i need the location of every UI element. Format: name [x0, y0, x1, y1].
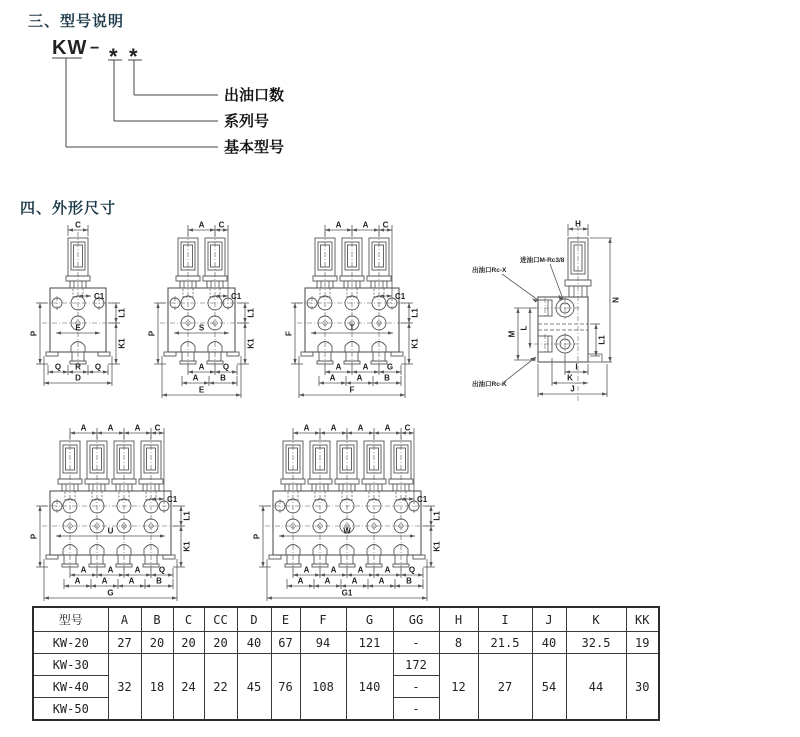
- dim-label: C1: [417, 495, 428, 504]
- dim-label: B: [220, 373, 226, 383]
- annotation-inlet: 进油口M-Rc3/8: [520, 257, 565, 264]
- col-header: F: [300, 607, 346, 632]
- dim-label: A: [329, 373, 336, 383]
- manifold-front-geometry: [30, 221, 127, 387]
- cell: 44: [566, 654, 626, 721]
- col-header: B: [141, 607, 173, 632]
- table-header-row: [33, 607, 659, 632]
- dim-label: L1: [597, 335, 607, 345]
- model-code-dash: −: [90, 40, 100, 57]
- dim-label: A: [362, 362, 369, 372]
- dim-label: A: [335, 362, 342, 372]
- table-row-kw30: [33, 654, 659, 676]
- dim-label: A: [362, 220, 369, 230]
- cell: 40: [532, 632, 566, 654]
- dim-label: C1: [395, 292, 406, 301]
- dim-label: C: [75, 220, 81, 230]
- cell: -: [393, 698, 439, 721]
- cell: 12: [439, 654, 478, 721]
- section-heading-model: 三、型号说明: [28, 13, 125, 30]
- model-code-diagram: [46, 34, 356, 169]
- dim-label: A: [107, 565, 114, 575]
- dim-label: A: [80, 423, 87, 433]
- callout-outlet-count: 出油口数: [224, 87, 285, 104]
- dim-label: A: [351, 576, 358, 586]
- col-header: K: [566, 607, 626, 632]
- manifold-front-geometry: [285, 221, 420, 399]
- cell: 32: [108, 654, 141, 721]
- dim-label: K: [567, 373, 573, 383]
- dim-label: H: [575, 219, 581, 229]
- dim-label: P: [29, 533, 39, 540]
- col-header: J: [532, 607, 566, 632]
- cell: 32.5: [566, 632, 626, 654]
- dim-label: L1: [117, 308, 127, 318]
- dim-label: A: [335, 220, 342, 230]
- dim-label: W: [343, 526, 351, 536]
- dim-label: K1: [117, 338, 127, 349]
- col-header: E: [271, 607, 300, 632]
- cell: 94: [300, 632, 346, 654]
- dim-label: G: [386, 362, 394, 372]
- cell: 140: [346, 654, 393, 721]
- dim-label: L1: [432, 511, 442, 521]
- dim-label: C: [404, 423, 411, 433]
- cell: 18: [141, 654, 173, 721]
- dim-label: Q: [408, 565, 416, 575]
- col-header: A: [108, 607, 141, 632]
- dim-label: A: [324, 576, 331, 586]
- col-header: C: [173, 607, 204, 632]
- dim-label: A: [303, 565, 310, 575]
- manifold-side-geometry: [472, 220, 621, 403]
- model-code-lines: [52, 58, 218, 147]
- dim-label: G: [107, 588, 114, 598]
- dim-label: A: [101, 576, 108, 586]
- col-header: G: [346, 607, 393, 632]
- table-row-kw20: [33, 632, 659, 654]
- dim-label: Q: [54, 362, 62, 372]
- dim-label: A: [384, 565, 391, 575]
- manifold-front-geometry: [253, 424, 442, 602]
- dim-label: E: [198, 385, 205, 395]
- dim-label: L: [519, 325, 529, 331]
- dim-label: F: [284, 331, 294, 336]
- dim-label: L1: [182, 511, 192, 521]
- dim-label: C: [382, 220, 389, 230]
- dim-label: B: [406, 576, 412, 586]
- dim-label: A: [330, 565, 337, 575]
- dim-label: E: [75, 323, 81, 333]
- dim-label: A: [303, 423, 310, 433]
- dim-label: I: [575, 362, 578, 372]
- cell: KW-40: [33, 676, 108, 698]
- cell: KW-30: [33, 654, 108, 676]
- dim-label: A: [356, 373, 363, 383]
- dim-label: A: [128, 576, 135, 586]
- dim-label: A: [357, 565, 364, 575]
- dim-label: A: [134, 423, 141, 433]
- cell: 27: [478, 654, 532, 721]
- dim-label: A: [107, 423, 114, 433]
- annotation-outlet-bottom: 出油口Rc-K: [472, 381, 507, 388]
- drawing-side-view: [470, 212, 638, 412]
- dim-label: R: [75, 362, 81, 372]
- dimension-table: [32, 606, 660, 721]
- dim-label: C1: [167, 495, 178, 504]
- cell: 22: [204, 654, 237, 721]
- dim-label: Q: [222, 362, 230, 372]
- dim-label: M: [507, 330, 517, 338]
- dim-label: A: [192, 373, 199, 383]
- dim-label: A: [297, 576, 304, 586]
- dim-label: N: [611, 297, 621, 303]
- dim-label: B: [384, 373, 390, 383]
- callout-base-model: 基本型号: [224, 139, 285, 156]
- dim-label: A: [198, 362, 205, 372]
- cell: 67: [271, 632, 300, 654]
- col-header: I: [478, 607, 532, 632]
- cell: 24: [173, 654, 204, 721]
- cell: 30: [626, 654, 659, 721]
- col-header: 型号: [33, 607, 108, 632]
- dim-label: P: [29, 330, 39, 337]
- cell: 76: [271, 654, 300, 721]
- dim-label: B: [156, 576, 162, 586]
- cell: KW-50: [33, 698, 108, 721]
- dim-label: P: [252, 533, 262, 540]
- dim-label: L1: [246, 308, 256, 318]
- cell: 108: [300, 654, 346, 721]
- model-code-star1: *: [109, 44, 118, 69]
- cell: 40: [237, 632, 271, 654]
- dim-label: Q: [158, 565, 166, 575]
- dim-label: K1: [182, 541, 192, 552]
- dim-label: A: [378, 576, 385, 586]
- col-header: H: [439, 607, 478, 632]
- dim-label: G1: [341, 588, 353, 598]
- model-code-text: KW: [52, 37, 88, 59]
- cell: -: [393, 676, 439, 698]
- cell: KW-20: [33, 632, 108, 654]
- model-code-star2: *: [129, 44, 138, 69]
- dim-label: D: [75, 373, 81, 383]
- cell: 27: [108, 632, 141, 654]
- dim-label: F: [349, 385, 355, 395]
- callout-series-no: 系列号: [224, 113, 270, 130]
- cell: 45: [237, 654, 271, 721]
- dim-label: S: [198, 323, 205, 333]
- dim-label: C1: [231, 292, 242, 301]
- cell: 54: [532, 654, 566, 721]
- dim-label: Q: [94, 362, 102, 372]
- dim-label: J: [570, 384, 575, 394]
- drawing-front-2-outlet: [147, 212, 278, 404]
- cell: 19: [626, 632, 659, 654]
- col-header: KK: [626, 607, 659, 632]
- manifold-front-geometry: [148, 221, 256, 399]
- cell: 20: [173, 632, 204, 654]
- cell: 20: [141, 632, 173, 654]
- drawing-front-1-outlet: [28, 212, 148, 404]
- dim-label: U: [107, 526, 114, 536]
- col-header: D: [237, 607, 271, 632]
- dim-label: C: [218, 220, 225, 230]
- annotation-outlet-top: 出油口Rc-X: [472, 267, 507, 274]
- dim-label: C: [154, 423, 161, 433]
- dim-label: T: [349, 323, 355, 333]
- dim-label: K1: [410, 338, 420, 349]
- manifold-front-geometry: [30, 424, 192, 602]
- cell: -: [393, 632, 439, 654]
- dim-label: A: [198, 220, 205, 230]
- dim-label: A: [384, 423, 391, 433]
- dim-label: L1: [410, 308, 420, 318]
- dim-label: A: [134, 565, 141, 575]
- section-heading-dims: 四、外形尺寸: [20, 200, 117, 217]
- col-header: GG: [393, 607, 439, 632]
- dimension-table-wrap: [32, 606, 660, 721]
- dim-label: P: [147, 330, 157, 337]
- drawing-front-3-outlet: [284, 212, 437, 404]
- dim-label: A: [80, 565, 87, 575]
- cell: 172: [393, 654, 439, 676]
- col-header: CC: [204, 607, 237, 632]
- cell: 8: [439, 632, 478, 654]
- dim-label: A: [357, 423, 364, 433]
- cell: 20: [204, 632, 237, 654]
- dim-label: A: [74, 576, 81, 586]
- dim-label: C1: [94, 292, 105, 301]
- dim-label: A: [330, 423, 337, 433]
- drawing-front-5-outlet: [252, 415, 460, 607]
- dim-label: K1: [432, 541, 442, 552]
- dim-label: K1: [246, 338, 256, 349]
- cell: 121: [346, 632, 393, 654]
- cell: 21.5: [478, 632, 532, 654]
- drawing-front-4-outlet: [29, 415, 217, 607]
